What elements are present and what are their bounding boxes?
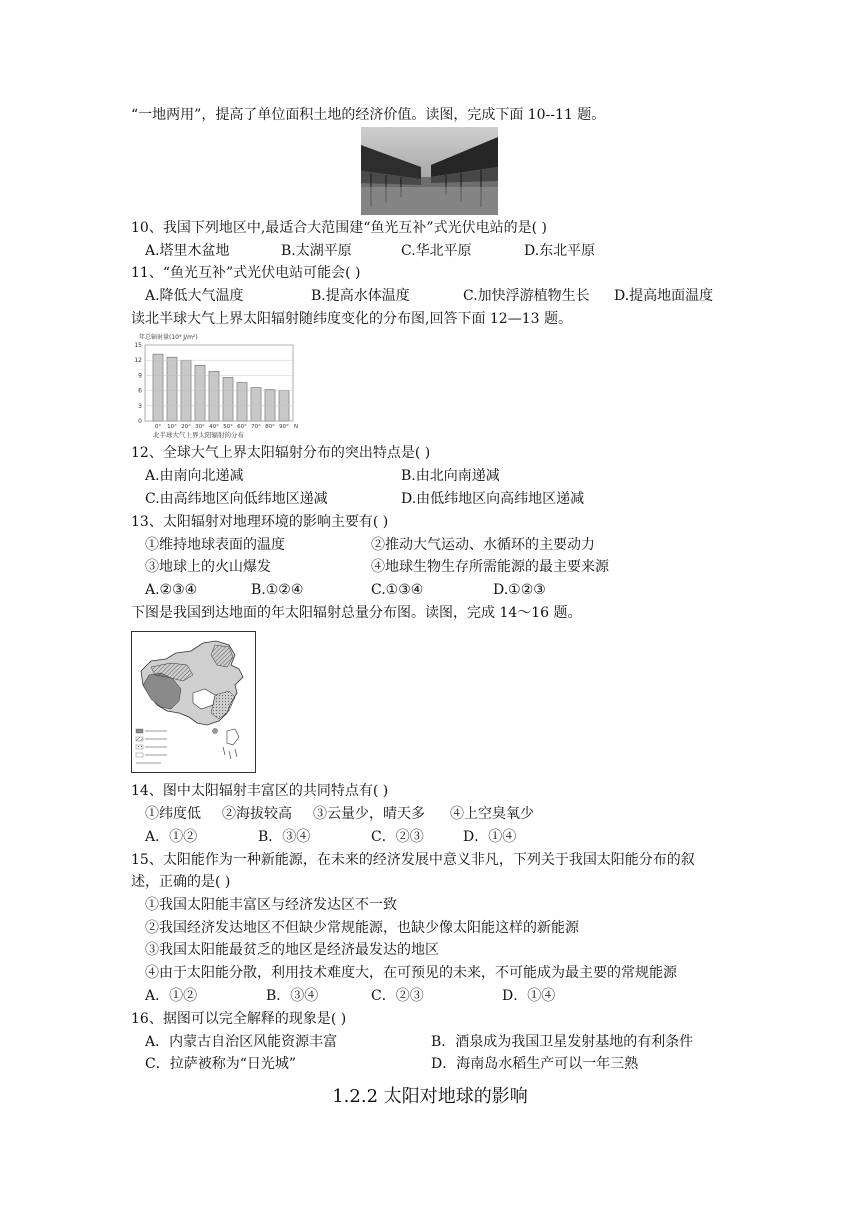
q13-item-2: ②推动大气运动、水循环的主要动力: [371, 537, 595, 553]
q14-stem: 14、图中太阳辐射丰富区的共同特点有( ): [131, 783, 389, 799]
q10-option-d: D.东北平原: [524, 243, 596, 259]
q10-option-c: C.华北平原: [401, 243, 472, 259]
q13-stem: 13、太阳辐射对地理环境的影响主要有( ): [131, 514, 389, 530]
chart-xtick-label: 60°: [237, 424, 247, 430]
q11-option-d: D.提高地面温度: [614, 288, 714, 304]
q15-item-2: ②我国经济发达地区不但缺少常规能源，也缺少像太阳能这样的新能源: [145, 920, 579, 936]
q13-option-d: D.①②③: [493, 582, 546, 598]
q16-stem: 16、据图可以完全解释的现象是( ): [131, 1011, 347, 1027]
q16-option-a: A．内蒙古自治区风能资源丰富: [145, 1034, 338, 1050]
chart-ytick-label: 12: [134, 357, 142, 365]
chart-bar: [209, 371, 219, 421]
q15-stem-line1: 15、太阳能作为一种新能源，在未来的经济发展中意义非凡，下列关于我国太阳能分布的叙: [131, 852, 695, 868]
chart-title: 年总辐射量(10⁹ J/m²): [139, 334, 198, 341]
chart-xtick-label: 40°: [209, 424, 219, 430]
q14-item-3: ③云量少，晴天多: [313, 806, 425, 822]
chart-bar: [237, 382, 247, 421]
chart-ytick-label: 3: [138, 402, 142, 410]
intro-text: “一地两用”，提高了单位面积土地的经济价值。读图，完成下面 10--11 题。: [131, 107, 606, 123]
chart-intro: 读北半球大气上界太阳辐射随纬度变化的分布图,回答下面 12—13 题。: [131, 311, 572, 327]
chart-ytick-label: 9: [138, 372, 142, 380]
chart-bar: [195, 365, 205, 421]
chart-bar: [251, 388, 261, 421]
chart-bar: [265, 390, 275, 421]
q15-item-3: ③我国太阳能最贫乏的地区是经济最发达的地区: [145, 942, 439, 958]
q14-option-a: A．①②: [145, 829, 198, 845]
q15-option-d: D．①④: [502, 988, 556, 1004]
chart-xtick-label: 70°: [251, 424, 261, 430]
q13-item-1: ①维持地球表面的温度: [145, 537, 285, 553]
q12-option-d: D.由低纬地区向高纬地区递减: [401, 491, 585, 507]
chart-axis-end-label: N: [294, 424, 299, 430]
q15-item-1: ①我国太阳能丰富区与经济发达区不一致: [145, 897, 397, 913]
q11-option-c: C.加快浮游植物生长: [463, 288, 590, 304]
q14-option-d: D．①④: [463, 829, 517, 845]
fish-solar-photo: [361, 127, 498, 215]
q15-item-4: ④由于太阳能分散，利用技术难度大，在可预见的未来，不可能成为最主要的常规能源: [145, 965, 677, 981]
q13-option-c: C.①③④: [371, 582, 424, 598]
q13-item-4: ④地球生物生存所需能源的最主要来源: [371, 559, 609, 575]
q13-option-a: A.②③④: [145, 582, 198, 598]
q12-option-c: C.由高纬地区向低纬地区递减: [145, 491, 328, 507]
chart-xtick-label: 30°: [195, 424, 205, 430]
q10-stem: 10、我国下列地区中,最适合大范围建“鱼光互补”式光伏电站的是( ): [131, 220, 547, 236]
chart-xtick-label: 80°: [265, 424, 275, 430]
q16-option-d: D．海南岛水稻生产可以一年三熟: [431, 1056, 639, 1072]
chart-bar: [167, 357, 177, 421]
q16-option-c: C．拉萨被称为“日光城”: [145, 1056, 297, 1072]
q12-option-b: B.由北向南递减: [401, 468, 500, 484]
q15-option-b: B．③④: [266, 988, 319, 1004]
q14-item-1: ①纬度低: [145, 806, 201, 822]
q10-option-a: A.塔里木盆地: [145, 243, 230, 259]
q14-item-2: ②海拔较高: [222, 806, 292, 822]
q11-option-b: B.提高水体温度: [311, 288, 410, 304]
china-solar-radiation-map: [131, 631, 256, 773]
section-heading: 1.2.2 太阳对地球的影响: [332, 1086, 528, 1107]
q12-stem: 12、全球大气上界太阳辐射分布的突出特点是( ): [131, 445, 431, 461]
q16-option-b: B．酒泉成为我国卫星发射基地的有利条件: [431, 1034, 694, 1050]
map-intro: 下图是我国到达地面的年太阳辐射总量分布图。读图，完成 14～16 题。: [131, 605, 582, 621]
q15-stem-line2: 述，正确的是( ): [131, 874, 231, 890]
q11-stem: 11、“鱼光互补”式光伏电站可能会( ): [131, 265, 361, 281]
q15-option-c: C．②③: [371, 988, 424, 1004]
chart-xtick-label: 50°: [223, 424, 233, 430]
chart-ytick-label: 0: [138, 418, 142, 425]
q14-option-c: C．②③: [371, 829, 424, 845]
q14-option-b: B．③④: [258, 829, 311, 845]
q11-option-a: A.降低大气温度: [145, 288, 244, 304]
q15-option-a: A．①②: [145, 988, 198, 1004]
chart-xtick-label: 90°: [279, 424, 289, 430]
radiation-latitude-chart: [131, 331, 301, 441]
q10-option-b: B.太湖平原: [281, 243, 352, 259]
q13-option-b: B.①②④: [251, 582, 304, 598]
chart-xtick-label: 0°: [154, 424, 162, 430]
q13-item-3: ③地球上的火山爆发: [145, 559, 271, 575]
q14-item-4: ④上空臭氧少: [450, 806, 534, 822]
chart-ytick-label: 15: [134, 342, 142, 349]
chart-xtick-label: 10°: [167, 424, 177, 430]
chart-ytick-label: 6: [138, 387, 142, 395]
chart-xlabel: 北半球大气上界太阳辐射的分布: [153, 431, 244, 439]
q12-option-a: A.由南向北递减: [145, 468, 244, 484]
chart-xtick-label: 20°: [181, 424, 191, 430]
chart-bar: [153, 354, 163, 421]
chart-bar: [223, 377, 233, 421]
